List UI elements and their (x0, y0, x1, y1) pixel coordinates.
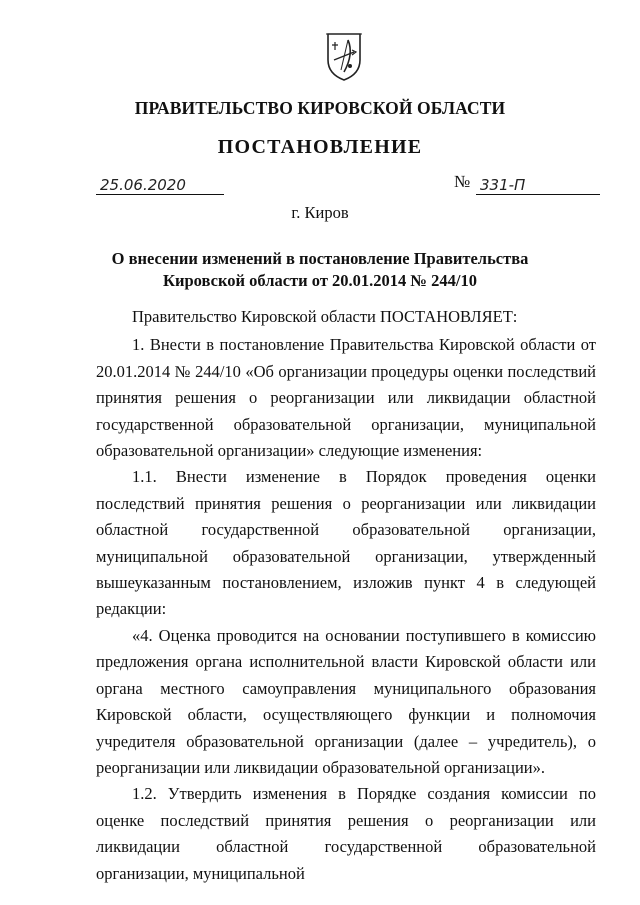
document-date: 25.06.2020 (96, 176, 224, 195)
paragraph-1-2: 1.2. Утвердить изменения в Порядке создания комиссии по оценке последствий принятия решения о реорганизации или ликвидации областной государственной образовательной организации, муниципальной (96, 784, 596, 883)
paragraph-1-1: 1.1. Внести изменение в Порядок проведения оценки последствий принятия решения о реорганизации или ликвидации областной государственной образовательной организации, муниципальной образовательной организации, утвержденный вышеуказанным постановлением, изложив пункт 4 в следующей редакции: (96, 467, 596, 619)
government-title: ПРАВИТЕЛЬСТВО КИРОВСКОЙ ОБЛАСТИ (134, 98, 506, 118)
document-body (96, 304, 596, 887)
subject-line-2: Кировской области от 20.01.2014 № 244/10 (163, 271, 477, 290)
paragraph-1: 1. Внести в постановление Правительства Кировской области от 20.01.2014 № 244/10 «Об организации процедуры оценки последствий принятия решения о реорганизации или ликвидации областной государственной образовательной организации, муниципальной образовательной организации» следующие изменения: (96, 335, 596, 461)
quoted-point-4: «4. Оценка проводится на основании поступившего в комиссию предложения органа исполнительной власти Кировской области или органа местного самоуправления муниципального образования Кировской области, осуществляющего функции и полномочия учредителя образовательной организации (далее – учредитель), о реорганизации или ликвидации образовательной организации». (96, 625, 596, 777)
city: г. Киров (291, 203, 349, 222)
document-number: 331-П (476, 176, 600, 195)
number-label: № (454, 172, 471, 191)
subject-line-1: О внесении изменений в постановление Правительства (111, 249, 529, 268)
preamble: Правительство Кировской области ПОСТАНОВЛЯЕТ: (132, 307, 518, 326)
coat-of-arms-icon (324, 30, 364, 82)
document-subject (0, 248, 640, 292)
document-type: ПОСТАНОВЛЕНИЕ (217, 136, 423, 158)
